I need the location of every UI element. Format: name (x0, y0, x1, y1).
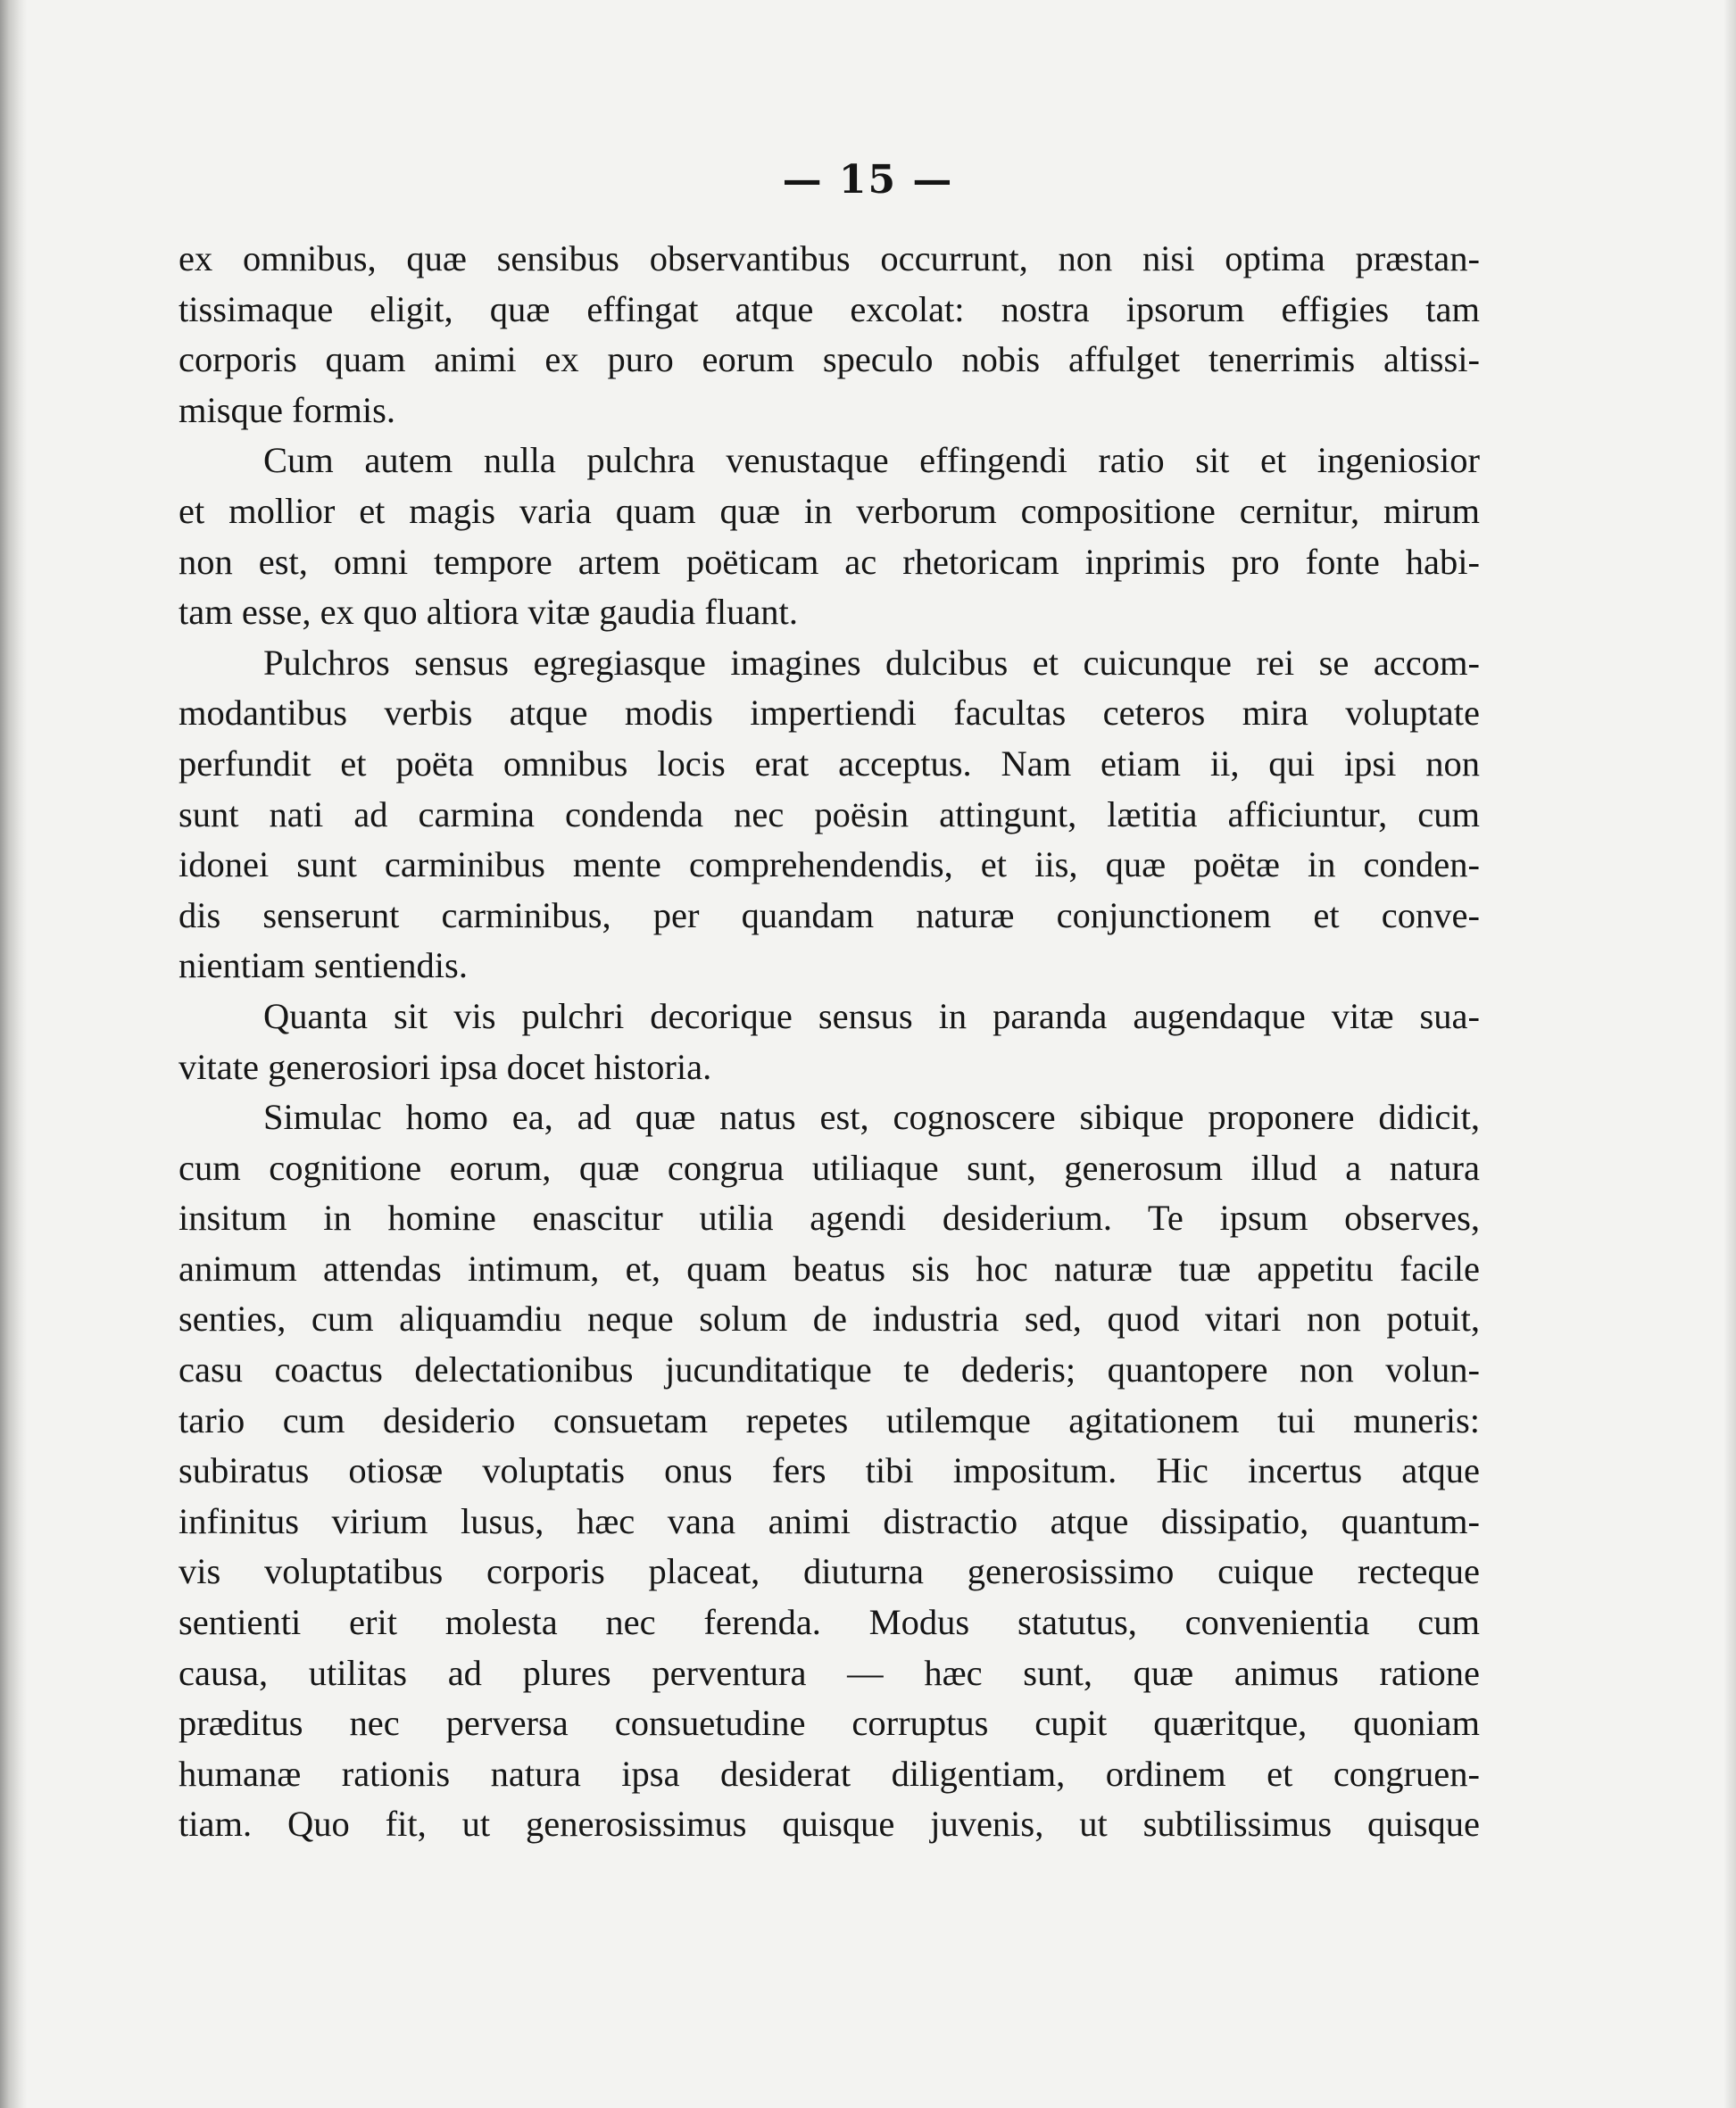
text-line: humanæ rationis natura ipsa desiderat diligentiam, ordinem et congruen- (179, 1753, 1480, 1794)
text-line: animum attendas intimum, et, quam beatus sis hoc naturæ tuæ appetitu facile (179, 1248, 1480, 1289)
text-line: sentienti erit molesta nec ferenda. Modus statutus, convenientia cum (179, 1602, 1480, 1643)
text-line: corporis quam animi ex puro eorum speculo nobis affulget tenerrimis altissi- (179, 339, 1480, 380)
text-line: infinitus virium lusus, hæc vana animi distractio atque dissipatio, quantum- (179, 1500, 1480, 1541)
text-line: non est, omni tempore artem poëticam ac rhetoricam inprimis pro fonte habi- (179, 541, 1480, 582)
text-line: dis senserunt carminibus, per quandam naturæ conjunctionem et conve- (179, 894, 1480, 935)
text-line: Simulac homo ea, ad quæ natus est, cognoscere sibique proponere didicit, (263, 1097, 1480, 1138)
paragraph (179, 638, 1480, 992)
text-line: tam esse, ex quo altiora vitæ gaudia fluant. (179, 592, 798, 633)
text-line: vitate generosiori ipsa docet historia. (179, 1046, 712, 1087)
text-line: præditus nec perversa consuetudine corruptus cupit quæritque, quoniam (179, 1703, 1480, 1744)
text-line: ex omnibus, quæ sensibus observantibus occurrunt, non nisi optima præstan- (179, 238, 1480, 278)
text-line: modantibus verbis atque modis impertiendi facultas ceteros mira voluptate (179, 693, 1480, 734)
page-number: — 15 — (782, 157, 954, 203)
text-line: vis voluptatibus corporis placeat, diuturna generosissimo cuique recteque (179, 1551, 1480, 1592)
paragraph (179, 992, 1480, 1092)
paragraph (179, 436, 1480, 637)
text-line: misque formis. (179, 389, 395, 430)
text-line: tissimaque eligit, quæ effingat atque excolat: nostra ipsorum effigies tam (179, 288, 1480, 329)
text-line: idonei sunt carminibus mente comprehendendis, et iis, quæ poëtæ in conden- (179, 844, 1480, 885)
text-line: senties, cum aliquamdiu neque solum de industria sed, quod vitari non potuit, (179, 1299, 1480, 1340)
text-line: sunt nati ad carmina condenda nec poësin attingunt, lætitia afficiuntur, cum (179, 793, 1480, 834)
paragraph (179, 1092, 1480, 1850)
page-edge-shadow (1724, 0, 1736, 2108)
text-line: casu coactus delectationibus jucunditatique te dederis; quantopere non volun- (179, 1349, 1480, 1390)
text-line: subiratus otiosæ voluptatis onus fers tibi impositum. Hic incertus atque (179, 1450, 1480, 1491)
text-line: tiam. Quo fit, ut generosissimus quisque juvenis, ut subtilissimus quisque (179, 1804, 1480, 1845)
text-line: Quanta sit vis pulchri decorique sensus in paranda augendaque vitæ sua- (263, 995, 1480, 1036)
text-line: Pulchros sensus egregiasque imagines dulcibus et cuicunque rei se accom- (263, 642, 1480, 683)
text-line: nientiam sentiendis. (179, 945, 468, 986)
text-line: tario cum desiderio consuetam repetes utilemque agitationem tui muneris: (179, 1399, 1480, 1440)
text-line: insitum in homine enascitur utilia agendi desiderium. Te ipsum observes, (179, 1198, 1480, 1239)
text-line: causa, utilitas ad plures perventura — hæc sunt, quæ animus ratione (179, 1652, 1480, 1693)
text-line: perfundit et poëta omnibus locis erat acceptus. Nam etiam ii, qui ipsi non (179, 743, 1480, 784)
body-text (179, 234, 1480, 1850)
book-spine-shadow (0, 0, 27, 2108)
text-line: Cum autem nulla pulchra venustaque effingendi ratio sit et ingeniosior (263, 440, 1480, 481)
text-line: et mollior et magis varia quam quæ in verborum compositione cernitur, mirum (179, 490, 1480, 531)
text-line: cum cognitione eorum, quæ congrua utiliaque sunt, generosum illud a natura (179, 1147, 1480, 1188)
paragraph (179, 234, 1480, 436)
